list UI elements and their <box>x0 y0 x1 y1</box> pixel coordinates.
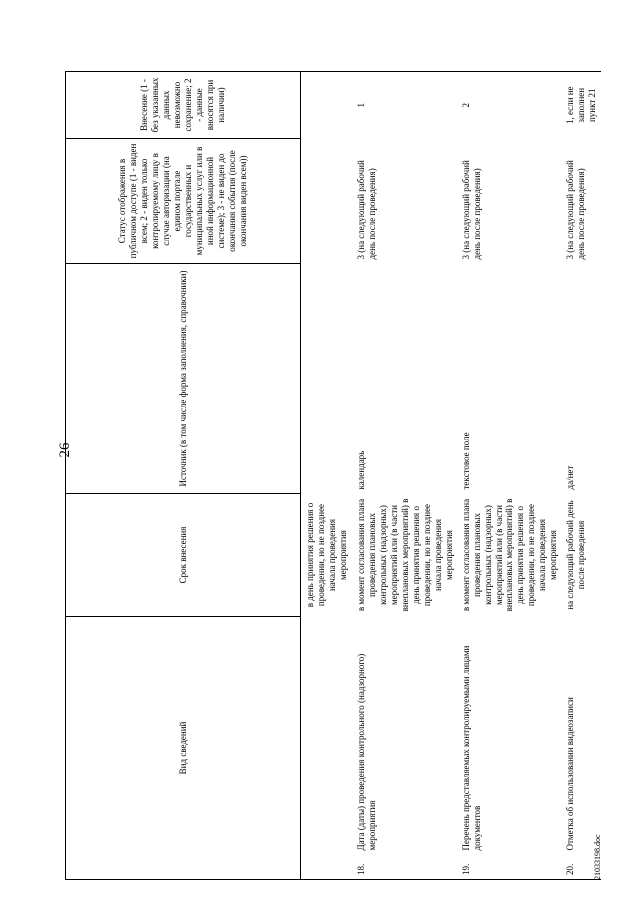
row-number: 19. <box>458 855 563 880</box>
cell-status <box>301 139 353 264</box>
table-header-row <box>66 72 301 880</box>
requirements-table <box>65 71 601 880</box>
row-source: да/нет <box>565 465 576 490</box>
cell-term: в день принятия решения о проведении, но не позднее начала проведения мероприятия <box>305 502 348 608</box>
table-row-continuation <box>301 72 353 880</box>
document-file-id: 21033198.doc <box>593 834 602 880</box>
cell-entry <box>301 72 353 139</box>
row-kind: Перечень представляемых контролируемыми лицами документов <box>460 645 482 851</box>
row-number: 18. <box>353 855 458 880</box>
header-kind: Вид сведений <box>66 617 301 880</box>
table-row <box>458 72 563 880</box>
page-number: 26 <box>57 442 73 458</box>
row-source: календарь <box>355 450 366 490</box>
header-term: Срок внесения <box>66 494 301 617</box>
table-row <box>353 72 458 880</box>
row-term: на следующий рабочий день после проведения <box>565 500 587 610</box>
row-entry: 2 <box>458 72 563 139</box>
header-source: Источник (в том числе форма заполнения, справочники) <box>66 264 301 494</box>
row-entry: 1 <box>353 72 458 139</box>
header-entry: Внесение (1 - без указанных данных невозможно сохранение; 2 - данные вносятся при наличии) <box>66 72 301 139</box>
cell-source <box>301 264 353 494</box>
row-kind: Дата (даты) проведения контрольного (надзорного) мероприятия <box>355 653 377 851</box>
cell-kind <box>301 617 353 855</box>
row-term: в момент согласования плана проведения плановых контрольных (надзорных) мероприятий или (в части внеплановых мероприятий) в день принятия решения о проведении, но не позднее начала проведения мероприятия <box>460 498 559 612</box>
row-source: текстовое поле <box>460 432 471 490</box>
row-status: 3 (на следующий рабочий день после проведения) <box>565 160 587 260</box>
row-status: 3 (на следующий рабочий день после проведения) <box>460 160 482 260</box>
row-entry: 1, если не заполнен пункт 21 <box>562 72 601 139</box>
row-term: в момент согласования плана проведения плановых контрольных (надзорных) мероприятий или (в части внеплановых мероприятий) в день принятия решения о проведении, но не позднее начала проведения мероприятия <box>355 498 454 612</box>
table-row <box>562 72 601 880</box>
row-number: 20. <box>562 855 601 880</box>
rotated-sheet <box>45 20 605 880</box>
row-status: 3 (на следующий рабочий день после проведения) <box>355 160 377 260</box>
header-status: Статус отображения в публичном доступе (1 - виден всем; 2 - виден только контролируемому лицу в случае авторизации (на едином портале государственных и муниципальных услуг или в иной информационной системе); 3 - не виден до окончания события (после окончания виден всем)) <box>66 139 301 264</box>
row-kind: Отметка об использовании видеозаписи <box>565 697 576 851</box>
cell-number <box>301 855 353 880</box>
